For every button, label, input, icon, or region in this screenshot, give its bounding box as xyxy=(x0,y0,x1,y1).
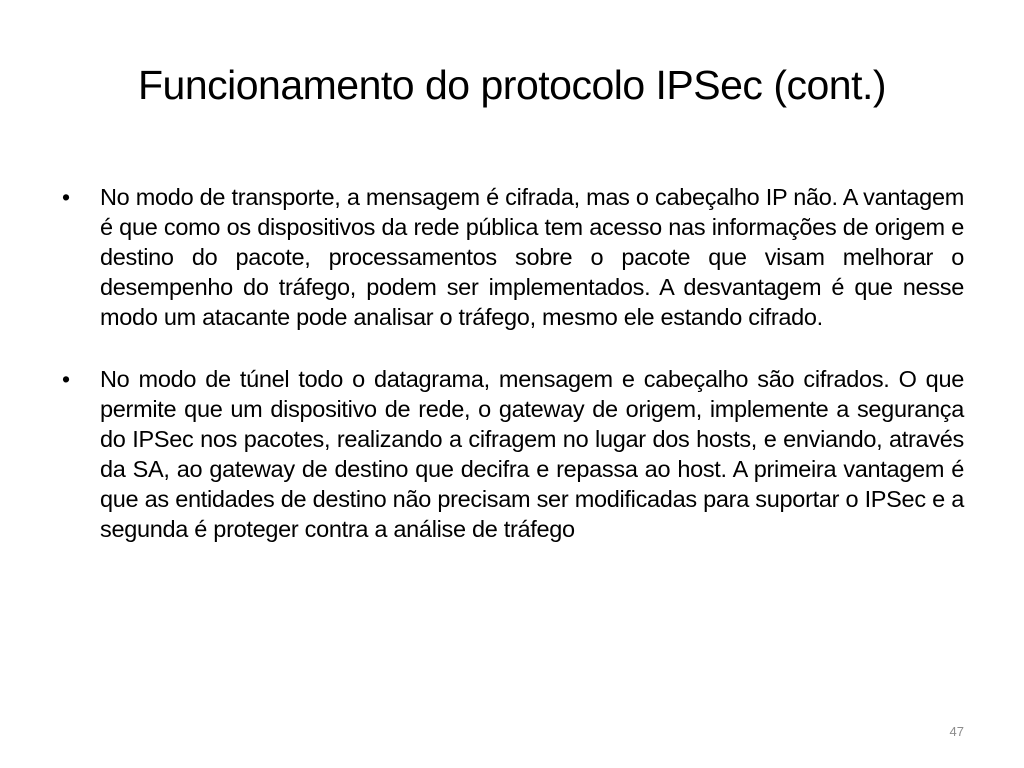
slide-title: Funcionamento do protocolo IPSec (cont.) xyxy=(137,62,887,108)
bullet-text: No modo de túnel todo o datagrama, mensagem e cabeçalho são cifrados. O que permite que um dispositivo de rede, o gateway de origem, implemente a segurança do IPSec nos pacotes, realizando a cifragem no lugar dos hosts, e enviando, através da SA, ao gateway de destino que decifra e repassa ao host. A primeira vantagem é que as entidades de destino não precisam ser modificadas para suportar o IPSec e a segunda é proteger contra a análise de tráfego xyxy=(100,366,964,542)
bullet-text: No modo de transporte, a mensagem é cifrada, mas o cabeçalho IP não. A vantagem é que como os dispositivos da rede pública tem acesso nas informações de origem e destino do pacote, processamentos sobre o pacote que visam melhorar o desempenho do tráfego, podem ser implementados. A desvantagem é que nesse modo um atacante pode analisar o tráfego, mesmo ele estando cifrado. xyxy=(100,184,964,330)
bullet-list xyxy=(62,182,964,576)
bullet-dot-icon: • xyxy=(62,184,70,210)
bullet-item-tunnel-mode xyxy=(62,364,964,544)
page-number: 47 xyxy=(949,724,964,739)
bullet-item-transport-mode xyxy=(62,182,964,332)
bullet-dot-icon: • xyxy=(62,366,70,392)
